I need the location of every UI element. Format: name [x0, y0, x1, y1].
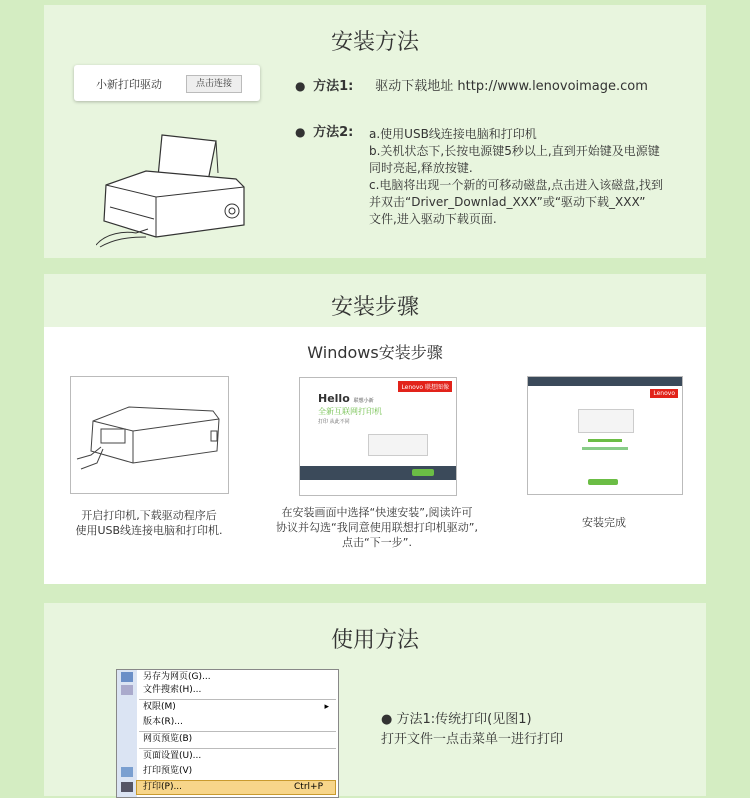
menu-item-file-search[interactable]: 文件搜索(H)... [143, 685, 202, 695]
printer-image [578, 409, 634, 433]
method2-line: c.电脑将出现一个新的可移动磁盘,点击进入该磁盘,找到 [369, 178, 664, 192]
menu-separator [139, 748, 336, 749]
menu-separator [139, 699, 336, 700]
printer-icon [121, 782, 133, 792]
print-shortcut: Ctrl+P [294, 782, 323, 792]
submenu-arrow-icon: ▸ [324, 702, 329, 712]
status-line [582, 447, 628, 450]
printer-illustration [96, 133, 256, 248]
usage-method1-label: 方法1:传统打印(见图1) [396, 712, 532, 727]
save-web-icon [121, 672, 133, 682]
caption-line: 点击“下一步”. [342, 536, 412, 549]
bullet-icon: ● [381, 712, 397, 727]
menu-item-web-preview[interactable]: 网页预览(B) [143, 734, 193, 744]
step3-caption [544, 515, 664, 530]
file-menu [116, 669, 339, 798]
print-preview-icon [121, 767, 133, 777]
method1-text: 驱动下载地址 http://www.lenovoimage.com [375, 79, 648, 94]
install-method-panel [44, 5, 706, 258]
screen-line1: 全新互联网打印机 [318, 407, 382, 416]
usage-method1 [381, 710, 563, 750]
connect-button[interactable]: 点击连接 [186, 75, 242, 93]
method2-line: 同时亮起,释放按键. [369, 161, 473, 175]
windows-steps-subtitle: Windows安装步骤 [307, 343, 443, 362]
printer-image [368, 434, 428, 456]
caption-line: 开启打印机,下载驱动程序后 [81, 509, 217, 522]
step1-caption [54, 508, 244, 538]
menu-separator [139, 731, 336, 732]
method2 [295, 123, 371, 142]
method2-line: a.使用USB线连接电脑和打印机 [369, 127, 537, 141]
hello-text: Hello 联想小新 [318, 392, 374, 405]
lenovo-logo: Lenovo 联想图像 [398, 381, 452, 392]
step1-image [70, 376, 229, 494]
step2-image [299, 377, 457, 496]
install-method-title: 安装方法 [330, 30, 419, 55]
menu-item-page-setup[interactable]: 页面设置(U)... [143, 751, 202, 761]
steps-area [44, 327, 706, 584]
menu-item-version[interactable]: 版本(R)... [143, 717, 183, 727]
caption-line: 协议并勾选“我同意使用联想打印机驱动”, [276, 521, 478, 534]
step2-caption [244, 505, 510, 550]
menu-item-permission[interactable]: 权限(M) ▸ [143, 702, 329, 712]
finish-button[interactable] [588, 479, 618, 485]
search-icon [121, 685, 133, 695]
method2-label: 方法2: [313, 125, 354, 140]
method2-line: 并双击“Driver_Downlad_XXX”或“驱动下载_XXX” [369, 195, 646, 209]
driver-box [74, 65, 260, 101]
method1-label: 方法1: [313, 79, 354, 94]
install-steps-panel [44, 274, 706, 584]
driver-label: 小新打印驱动 [96, 78, 162, 91]
bullet-icon: ● [295, 125, 306, 139]
window-titlebar [528, 377, 682, 386]
lenovo-logo: Lenovo [650, 389, 678, 398]
caption-line: 安装完成 [582, 516, 626, 529]
install-steps-title: 安装步骤 [330, 295, 419, 320]
menu-item-print-preview[interactable]: 打印预览(V) [143, 766, 193, 776]
menu-item-save-as-web[interactable]: 另存为网页(G)... [143, 672, 211, 682]
bullet-icon: ● [295, 79, 306, 93]
next-button[interactable] [412, 469, 434, 476]
caption-line: 使用USB线连接电脑和打印机. [75, 524, 223, 537]
method2-body [369, 126, 699, 228]
caption-line: 在安装画面中选择“快速安装”,阅读许可 [281, 506, 473, 519]
method2-line: b.关机状态下,长按电源键5秒以上,直到开始键及电源键 [369, 144, 660, 158]
method1 [295, 77, 648, 96]
screen-line2: 打印 从此不同 [318, 419, 350, 425]
usage-method1-desc: 打开文件一点击菜单一进行打印 [381, 732, 564, 747]
printer-back-icon [71, 377, 228, 493]
menu-item-print[interactable]: 打印(P)... Ctrl+P [137, 781, 335, 794]
usage-title: 使用方法 [330, 628, 419, 653]
step3-image [527, 376, 683, 495]
status-line [588, 439, 622, 442]
method2-line: 文件,进入驱动下载页面. [369, 212, 497, 226]
usage-panel [44, 603, 706, 796]
